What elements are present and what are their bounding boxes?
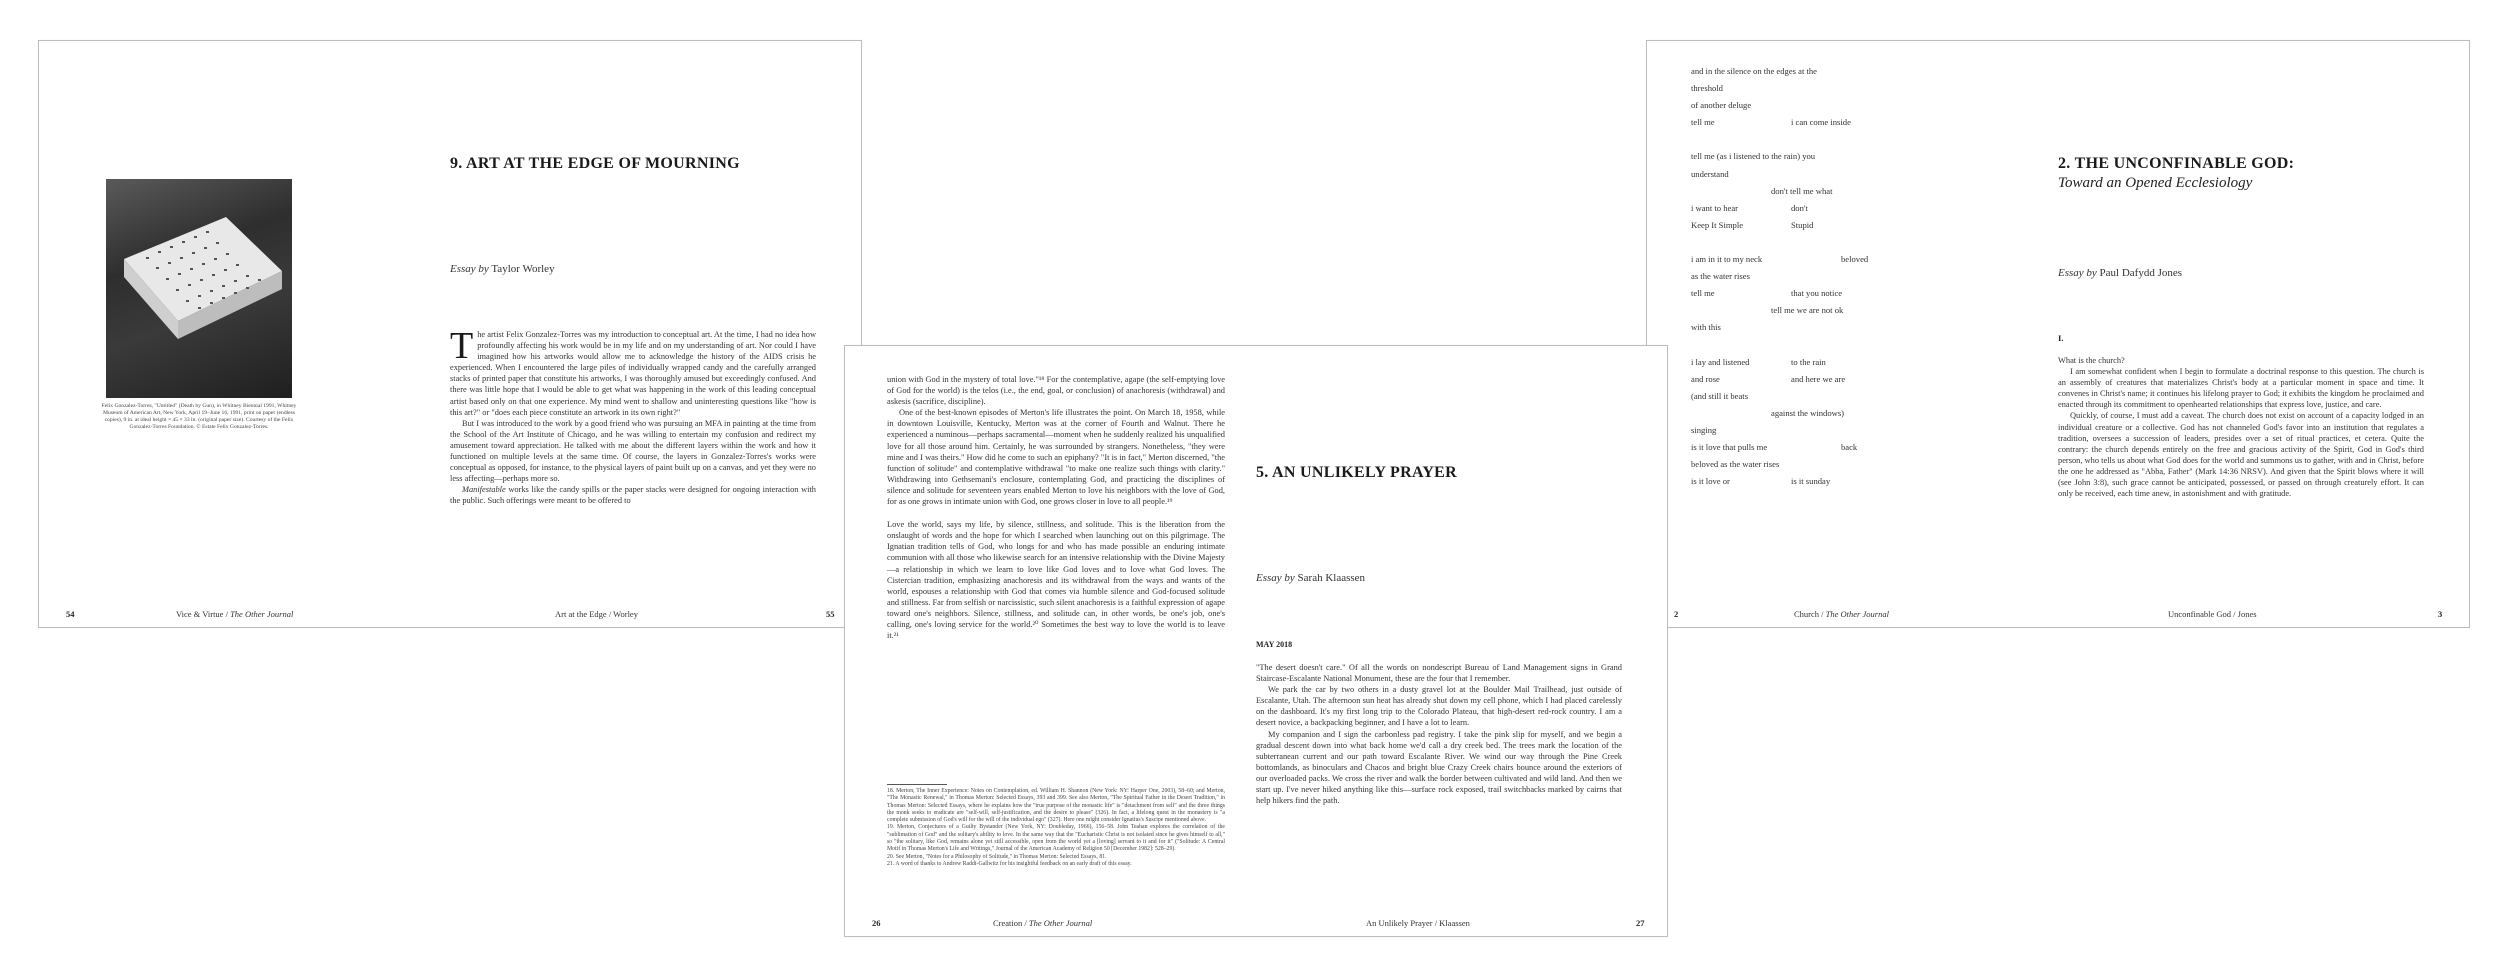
poem-text: and rose — [1691, 373, 1720, 384]
drop-cap: T — [450, 325, 474, 367]
page-number: 3 — [2438, 609, 2443, 619]
poem-text: singing — [1691, 424, 1717, 435]
paragraph — [450, 484, 816, 506]
poem-line — [1691, 234, 2021, 251]
section-date: MAY 2018 — [1256, 640, 1293, 649]
poem-line — [1691, 217, 2021, 234]
byline — [2058, 267, 2182, 279]
section-number: I. — [2058, 333, 2064, 343]
page-number: 54 — [66, 609, 75, 619]
byline — [450, 263, 555, 275]
spread-unconfinable-god — [1646, 40, 2470, 628]
footnote: 21. A word of thanks to Andrew Raddi-Gallwitz for his insightful feedback on an early draft of this essay. — [887, 860, 1132, 867]
poem-text: tell me — [1691, 117, 1715, 128]
footnote: 20. See Merton, "Notes for a Philosophy of Solitude," in Thomas Merton: Selected Essays, 81. — [887, 853, 1107, 860]
chapter-title: 2. THE UNCONFINABLE GOD: — [2058, 155, 2295, 172]
page-27 — [1256, 346, 1667, 936]
paragraph-text: he artist Felix Gonzalez-Torres was my introduction to conceptual art. At the time, I had no idea how profoundly affecting his work would be in my life and on my understanding of art. Nor could I have imagined how his artworks would allow me to acknowledge the history of the AIDS crisis he experienced. When I encountered the large piles of individually wrapped candy and the carefully arranged stacks of printed paper that constitute his artworks, I was thoroughly amused but exceedingly confused. And there was little hope that I would be able to get what was happening in the work of this leading conceptual artist based only on that one experience. My mind went to shallow and uninteresting questions like "how is this art?" or "does each piece constitute an artwork in its own right?" — [450, 330, 816, 417]
paragraph: But I was introduced to the work by a good friend who was pursuing an MFA in painting at the time from the School of the Art Institute of Chicago, and he was willing to entertain my confusion and redirect my amusement toward appreciation. He talked with me about the different layers within the work and how it functioned on multiple levels at the same time. Of course, the layers in Gonzalez-Torres's works were conceptual as opposed, for instance, to the physical layers of paint built up on a canvas, and yet they were no less affecting—perhaps more so. — [450, 418, 816, 484]
paragraph — [450, 325, 816, 418]
artwork-photo — [106, 179, 292, 398]
poem-text-indented: don't — [1791, 202, 1808, 213]
poem-line — [1691, 319, 2021, 336]
poem-text-indented: tell me we are not ok — [1771, 305, 1844, 316]
poem-line — [1691, 80, 2021, 97]
poem-text: (and still it beats — [1691, 390, 1749, 401]
paragraph: I am somewhat confident when I begin to formulate a doctrinal response to this question. The church is an assembly of creatures that materializes Christ's body at a particular moment in space and time. It convenes in Christ's name; it continues his lifelong prayer to God; it exhibits the kingdom he proclaimed and enacted through its commitment to openhearted relationships that express love, justice, and care. — [2058, 367, 2424, 410]
poem-line — [1691, 405, 2021, 422]
byline-prefix: Essay by — [2058, 267, 2097, 279]
footer-section: Church — [1794, 609, 1820, 619]
poem-line — [1691, 251, 2021, 268]
poem-text: tell me (as i listened to the rain) you — [1691, 151, 1816, 162]
poem-line — [1691, 200, 2021, 217]
byline-author: Sarah Klaassen — [1297, 572, 1366, 584]
poem-text-indented: don't tell me what — [1771, 185, 1833, 196]
poem-text-indented: to the rain — [1791, 356, 1826, 367]
spread-art-at-the-edge — [38, 40, 862, 628]
poem-text: understand — [1691, 168, 1729, 179]
paper-stack-image — [106, 179, 292, 398]
poem-text-indented: Stupid — [1791, 219, 1814, 230]
poem-text-indented: back — [1841, 442, 1858, 453]
poem-text: is it love or — [1691, 476, 1730, 487]
byline-author: Taylor Worley — [491, 263, 555, 275]
poem-line — [1691, 285, 2021, 302]
essay-body — [2058, 355, 2424, 499]
footnote-rule — [887, 784, 947, 785]
poem-line — [1691, 354, 2021, 371]
footer-journal: The Other Journal — [1825, 609, 1889, 619]
poem-line — [1691, 131, 2021, 148]
chapter-subtitle: Toward an Opened Ecclesiology — [2058, 175, 2253, 191]
poem-text: as the water rises — [1691, 271, 1750, 282]
poem-line — [1691, 439, 2021, 456]
running-footer: Unconfinable God / Jones — [2168, 609, 2257, 619]
chapter-title: 5. AN UNLIKELY PRAYER — [1256, 464, 1458, 481]
poem-text: threshold — [1691, 83, 1723, 94]
paragraph: "The desert doesn't care." Of all the words on nondescript Bureau of Land Management signs in Grand Staircase-Escalante National Monument, these are the four that I remember. — [1256, 663, 1622, 684]
page-number: 2 — [1674, 609, 1679, 619]
poem-text: with this — [1691, 322, 1721, 333]
footnote: 18. Merton, The Inner Experience: Notes on Contemplation, ed. William H. Shannon (New York: NY: Harper One, 2003), 58–60; and Merton, "The Monastic Renewal," in Thomas Merton: Selected Essays, 393 and 399. See also Merton, "The Spiritual Father in the Desert Tradition," in Thomas Merton: Selected Essays, where he explains how the "true purpose of the monastic life" is "detachment from self" and the three things the monk seeks to eradicate are "self-will, self-justification, and the desire to please" (326). In fact, a lifelong quest in the monastery is "a complete submission of God's will for the will of the individual ego" (327). Here one might consider Ignatius's Suscipe mentioned above. — [887, 788, 1225, 824]
poem-text: Keep It Simple — [1691, 219, 1744, 230]
poem-text-indented: beloved — [1841, 254, 1869, 265]
italic-term: Manifestable — [462, 485, 506, 495]
poem-text: and in the silence on the edges at the — [1691, 66, 1817, 76]
byline-prefix: Essay by — [450, 263, 489, 275]
running-footer: An Unlikely Prayer / Klaassen — [1366, 918, 1470, 928]
running-footer: Church / The Other Journal — [1794, 609, 1889, 619]
poem-text: tell me — [1691, 288, 1715, 299]
page-2 — [1647, 41, 2058, 627]
poem-text-indented: is it sunday — [1791, 476, 1831, 487]
poem-text: i am in it to my neck — [1691, 254, 1763, 265]
poem-line — [1691, 302, 2021, 319]
poem-text: of another deluge — [1691, 100, 1752, 111]
paragraph-text: works like the candy spills or the paper stacks were designed for ongoing interaction with the public. Such offerings were meant to be offered to — [450, 485, 816, 506]
page-number: 26 — [872, 918, 881, 928]
paragraph: My companion and I sign the carbonless pad registry. I take the pink slip for myself, and we begin a gradual descent down into what back home we'd call a dry creek bed. The trees mark the location of the subterranean current and our path toward Escalante River. We wind our way through the Pine Creek bottomlands, as binoculars and Chacos and bright blue Crazy Creek chairs bounce around the exteriors of our overloaded packs. We cross the river and walk the border between cultivated and wild land. And then we start up. I've never hiked anything like this—surface rock exposed, trail switchbacks marked by cairns that help hikers find the path. — [1256, 729, 1622, 806]
footer-journal: The Other Journal — [230, 609, 294, 619]
footer-section: Creation — [993, 918, 1023, 928]
poem-line — [1691, 114, 2021, 131]
page-26 — [845, 346, 1256, 936]
poem-text-indented: that you notice — [1791, 288, 1843, 299]
poem-line — [1691, 388, 2021, 405]
artwork-caption: Felix Gonzalez-Torres, "Untitled" (Death by Gun), in Whitney Biennial 1991, Whitney Museum of American Art, New York, April 19–June 16, 1991, print on paper (endless copies), 9 in. at ideal height × 45 × 33 in. (original paper size). Courtesy of the Felix Gonzalez-Torres Foundation. © Estate Felix Gonzalez-Torres. — [101, 403, 297, 430]
byline-prefix: Essay by — [1256, 572, 1295, 584]
byline — [1256, 572, 1365, 584]
poem-text: i lay and listened — [1691, 356, 1750, 367]
essay-body — [1256, 662, 1622, 806]
running-footer: Creation / The Other Journal — [993, 918, 1093, 928]
running-footer: Vice & Virtue / The Other Journal — [176, 609, 294, 619]
page-3 — [2058, 41, 2469, 627]
page-number: 27 — [1636, 918, 1645, 928]
poem-line — [1691, 97, 2021, 114]
poem-line — [1691, 166, 2021, 183]
opening-question: What is the church? — [2058, 356, 2125, 365]
footer-section: Vice & Virtue — [176, 609, 224, 619]
page-54 — [39, 41, 450, 627]
poem — [1691, 63, 2021, 490]
poem-line — [1691, 422, 2021, 439]
running-footer: Art at the Edge / Worley — [555, 609, 638, 619]
page-number: 55 — [826, 609, 835, 619]
paragraph: union with God in the mystery of total love."¹⁸ For the contemplative, agape (the self-emptying love of God for the world) is the telos (i.e., the end, goal, or conclusion) of anachoresis (withdrawal) and askesis (sacrifice, discipline). — [887, 375, 1225, 407]
poem-text-indented: against the windows) — [1771, 407, 1845, 418]
page-55 — [450, 41, 861, 627]
poem-line — [1691, 371, 2021, 388]
essay-body — [887, 374, 1225, 641]
poem-line — [1691, 268, 2021, 285]
poem-line — [1691, 183, 2021, 200]
poem-text: i want to hear — [1691, 202, 1739, 213]
paragraph: Quickly, of course, I must add a caveat. The church does not exist on account of a capacity lodged in an individual creature or a collective. God has not channeled God's favor into an institution that regulates a tradition, oversees a succession of leaders, presides over a set of ritual practices, et cetera. Quite the contrary: the church depends entirely on the free and gracious activity of the Spirit, God in God's third person, who tells us about what God does for the world and summons us to gather, with and in Christ, before the one he addressed as "Abba, Father" (Mark 14:36 NRSV). And given that the Spirit blows where it will (see John 3:8), such grace cannot be anticipated, possessed, or passed on through creaturely effort. It can only be received, each time anew, in astonishment and with gratitude. — [2058, 411, 2424, 499]
poem-line — [1691, 337, 2021, 354]
footer-journal: The Other Journal — [1028, 918, 1093, 928]
poem-line — [1691, 63, 2021, 80]
paragraph: One of the best-known episodes of Merton's life illustrates the point. On March 18, 1958, while in downtown Louisville, Kentucky, Merton was at the corner of Fourth and Walnut. There he experienced a numinous—perhaps sacramental—moment when he suddenly realized his unqualified love for all those around him. Certainly, he was surrounded by strangers. Nonetheless, "they were mine and I was theirs." How did he come to such an epiphany? "It is in fact," Merton discerned, "the function of solitude" and contemplative withdrawal "to make one realize such things with clarity." Withdrawing into Gethsemani's enclosure, contemplating God, and practicing the disciplines of silence and solitude for seventeen years enabled Merton to love his neighbors with the love of God, for as one grows in intimate union with God, one grows closer in love to all people.¹⁹ — [887, 408, 1225, 507]
essay-body — [450, 325, 816, 507]
footnote: 19. Merton, Conjectures of a Guilty Bystander (New York, NY: Doubleday, 1966), 156–58. John Teahan explores the correlation of the "sublimation of God" and the solitary's ability to love. In the same way that the "Eucharistic Christ is not isolated since he gives himself to all," so "the solitary, like God, remains alone yet still accessible, open from the world yet a [loving] servant to it and for it" ("Solitude: A Central Motif in Thomas Merton's Life and Writings," Journal of the American Academy of Religion 50 [December 1982]: 528–29). — [887, 824, 1225, 853]
poem-line — [1691, 148, 2021, 165]
poem-text: beloved as the water rises — [1691, 459, 1780, 470]
poem-line — [1691, 456, 2021, 473]
poem-text-indented: i can come inside — [1791, 117, 1851, 128]
poem-text-indented: and here we are — [1791, 373, 1846, 384]
poem-text: is it love that pulls me — [1691, 442, 1768, 453]
byline-author: Paul Dafydd Jones — [2099, 267, 2183, 279]
paragraph: We park the car by two others in a dusty gravel lot at the Boulder Mail Trailhead, just outside of Escalante, Utah. The afternoon sun heat has already shut down my cell phone, which I had placed carelessly on the dashboard. It's my first long trip to the Colorado Plateau, that high-desert red-rock country. I am a desert novice, a backpacking beginner, and I have a lot to learn. — [1256, 685, 1622, 728]
footnotes — [887, 784, 1225, 868]
spread-unlikely-prayer — [844, 345, 1668, 937]
chapter-title: 9. ART AT THE EDGE OF MOURNING — [450, 155, 740, 172]
poem-line — [1691, 473, 2021, 490]
paragraph: Love the world, says my life, by silence, stillness, and solitude. This is the liberation from the onslaught of words and the hope for which I searched when launching out on this pilgrimage. The Ignatian tradition tells of God, who longs for and who has made possible an enduring intimate communion with all those who likewise search for an intensive relationship with the Divine Majesty—a relationship in which we learn to love like God loves and to love what God loves. The Cistercian tradition, emphasizing anachoresis and its withdrawal from the ways and wants of the world, espouses a relationship with God that comes via humble silence and God-focused solitude and stillness. Far from selfish or narcissistic, such silent anachoresis is a faithful expression of agape toward one's neighbors. Silence, stillness, and solitude can, in other words, be one's job, one's calling, one's loving service for the world.²⁰ Sometimes the best way to love the world is to leave it.²¹ — [887, 520, 1225, 641]
